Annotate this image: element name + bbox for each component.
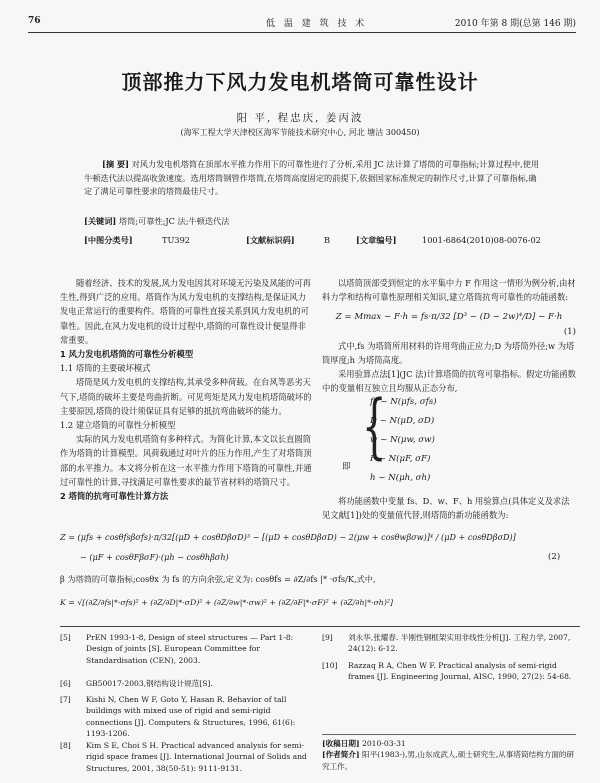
reference-text: 刘永华,张耀春. 半刚性钢框架实用非线性分析[J]. 工程力学, 2007, 24(12): 6-12. — [348, 633, 571, 654]
reference-text: Kim S E, Choi S H. Practical advanced analysis for semi-rigid space frames [J]. International Journal of Solids and Structures, 2001, 38(50-51): 9111-9131. — [86, 741, 307, 773]
article-number-label: [文章编号] — [356, 235, 397, 245]
section-1-2-paragraph: 实际的风力发电机塔筒有多种样式。为简化计算,本文以长直圆筒作为塔筒的计算模型。风荷载通过对叶片的压力作用,产生了对塔筒顶部的水平推力。本文将分析在这一水平推力作用下塔筒的可靠性,并通过可靠性的计算,寻找满足可靠性要求的最节省材料的塔筒尺寸。 — [60, 434, 312, 487]
left-brace: { — [362, 385, 387, 467]
abstract-text: 对风力发电机塔筒在顶部水平推力作用下的可靠性进行了分析,采用 JC 法计算了塔筒的可靠指标;计算过程中,使用牛顿迭代法以提高收敛速度。选用塔筒钢管作塔筒,在塔筒高度固定的前提下,依据国家标准规定的制作尺寸,计算了可靠指标,确定了满足可靠性要求的塔筒最佳尺寸。 — [84, 159, 540, 196]
left-column — [60, 276, 314, 503]
references-right — [322, 632, 576, 712]
where-paragraph: 式中,fs 为塔筒所用材料的许用弯曲正应力;D 为塔筒外径;w 为塔筒厚度;h 为塔筒高度。 — [322, 340, 575, 366]
reference-text: PrEN 1993-1-8, Design of steel structures — Part 1-8: Design of joints [S]. European Committee for Standardisation (CEN), 2003. — [86, 633, 294, 665]
abstract — [84, 158, 542, 199]
affiliation: (海军工程大学天津校区海军节能技术研究中心, 河北 塘沽 300450) — [180, 128, 420, 137]
received-value: 2010-03-31 — [361, 739, 406, 748]
references-left — [60, 632, 314, 782]
author-bio-label: [作者简介] — [322, 750, 360, 760]
doc-code-value: B — [324, 235, 331, 245]
equation-2-line-1: Z = (μfs + cosθfsβσfs)·π/32[(μD + cosθDβσD)³ − [(μD + cosθDβσD) − 2(μw + cosθwβσw)]⁴ / (μD + cosθDβσD)] — [60, 532, 516, 542]
paper-title: 顶部推力下风力发电机塔筒可靠性设计 — [121, 70, 479, 94]
dist-h: h ~ N(μh, σh) — [370, 473, 431, 483]
model-paragraph: 以塔筒顶部受到恒定的水平集中力 F 作用这一情形为例分析,由材料力学和结构可靠性原理相关知识,建立塔筒抗弯可靠性的功能函数: — [322, 278, 576, 303]
ji-label: 即 — [342, 462, 351, 472]
page-number: 76 — [28, 16, 41, 26]
footnote-divider — [322, 734, 576, 735]
received-date — [322, 738, 576, 749]
keywords — [84, 216, 542, 227]
substitution-paragraph — [322, 494, 576, 522]
equation-1-number: (1) — [563, 326, 576, 337]
received-label: [收稿日期] — [322, 739, 360, 748]
section-1-heading: 1 风力发电机塔筒的可靠性分析模型 — [60, 349, 194, 360]
substitution-text: 将功能函数中变量 fs、D、w、F、h 用验算点(具体定义及求法见文献[1])处的变量值代替,则塔筒的新功能函数为: — [322, 496, 570, 521]
equation-2-line-2: − (μF + cosθFβσF)·(μh − cosθhβσh) — [80, 552, 229, 562]
reference-number: [9] — [322, 633, 333, 642]
reference-text: Kishi N, Chen W F, Goto Y, Hasan R. Behavior of tall buildings with mixed use of rigid and semi-rigid connections [J]. Computers & Structures, 1996, 61(6): 1193-1206. — [86, 695, 296, 739]
reference-number: [5] — [60, 633, 71, 642]
abstract-label: [摘 要] — [102, 159, 129, 169]
journal-name: 低 温 建 筑 技 术 — [266, 19, 368, 29]
section-1-1-heading: 1.1 塔筒的主要破坏模式 — [60, 363, 151, 374]
keywords-label: [关键词] — [84, 216, 117, 226]
equation-2-number: (2) — [548, 552, 561, 562]
keywords-text: 塔筒;可靠性;JC 法;牛顿迭代法 — [118, 216, 230, 226]
clc-label: [中图分类号] — [84, 235, 133, 245]
distribution-system — [370, 393, 437, 488]
reference-number: [6] — [60, 679, 71, 688]
footnote — [322, 738, 576, 772]
intro-paragraph: 随着经济、技术的发展,风力发电因其对环境无污染及风能的可再生性,得到广泛的应用。塔筒作为风力发电机的支撑结构,是保证风力发电正常运行的重要构件。塔筒的可靠性直接关系到风力发电机的可靠性。因此,在风力发电机的设计过程中,塔筒的可靠性设计便显得非常重要。 — [60, 278, 311, 345]
doc-code-label: [文献标识码] — [246, 235, 295, 245]
reference-text: GB50017-2003,钢结构设计规范[S]. — [86, 679, 213, 688]
clc-value: TU392 — [162, 235, 190, 245]
article-number-value: 1001-6864(2010)08-0076-02 — [422, 235, 541, 245]
beta-definition: β 为塔筒的可靠指标;cosθx 为 fs 的方向余弦,定义为: cosθfs = ∂Z/∂fs |* ·σfs/K,式中, — [60, 574, 376, 584]
dist-D: D ~ N(μD, σD) — [370, 416, 435, 426]
reference-number: [10] — [322, 661, 338, 670]
running-header — [28, 14, 576, 33]
issue-info: 2010 年第 8 期(总第 146 期) — [454, 19, 576, 29]
author-bio-text: 阳平(1983-),男,山东成武人,硕士研究生,从事塔筒结构方面的研究工作。 — [322, 750, 575, 771]
reference-number: [7] — [60, 695, 71, 704]
equation-1: Z = Mmax − F·h = fs·π/32 [D³ − (D − 2w)⁴/D] − F·h — [335, 312, 563, 323]
author-bio — [322, 749, 576, 772]
section-1-2-heading: 1.2 建立塔筒的可靠性分析模型 — [60, 420, 176, 431]
jc-method-paragraph: 采用验算点法[1](JC 法)计算塔筒的抗弯可靠指标。假定功能函数中的变量相互独立且均服从正态分布, — [322, 369, 576, 394]
section-1-1-paragraph: 塔筒是风力发电机的支撑结构,其承受多种荷载。在台风等恶劣天气下,塔筒的破坏主要是弯曲折断。可见弯矩是风力发电机塔筒破坏的主要原因,塔筒的设计须保证具有足够的抵抗弯曲破坏的能力。 — [60, 377, 312, 416]
k-formula: K = √[(∂Z/∂fs|*·σfs)² + (∂Z/∂D|*·σD)² + (∂Z/∂w|*·σw)² + (∂Z/∂F|*·σF)² + (∂Z/∂h|*·σh)²] — [60, 598, 394, 607]
reference-divider — [60, 626, 580, 627]
reference-text: Razzaq R A, Chen W F. Practical analysis of semi-rigid frames [J]. Engineering Journal, AISC, 1990, 27(2): 54-68. — [348, 661, 572, 682]
authors: 阳 平, 程忠庆, 姜丙波 — [236, 112, 364, 124]
dist-F: F ~ N(μF, σF) — [370, 454, 431, 464]
dist-fs: fs ~ N(μfs, σfs) — [370, 397, 437, 407]
reference-number: [8] — [60, 741, 71, 750]
section-2-heading: 2 塔筒的抗弯可靠性计算方法 — [60, 491, 169, 502]
dist-w: w ~ N(μw, σw) — [370, 435, 435, 445]
right-column — [322, 276, 576, 396]
